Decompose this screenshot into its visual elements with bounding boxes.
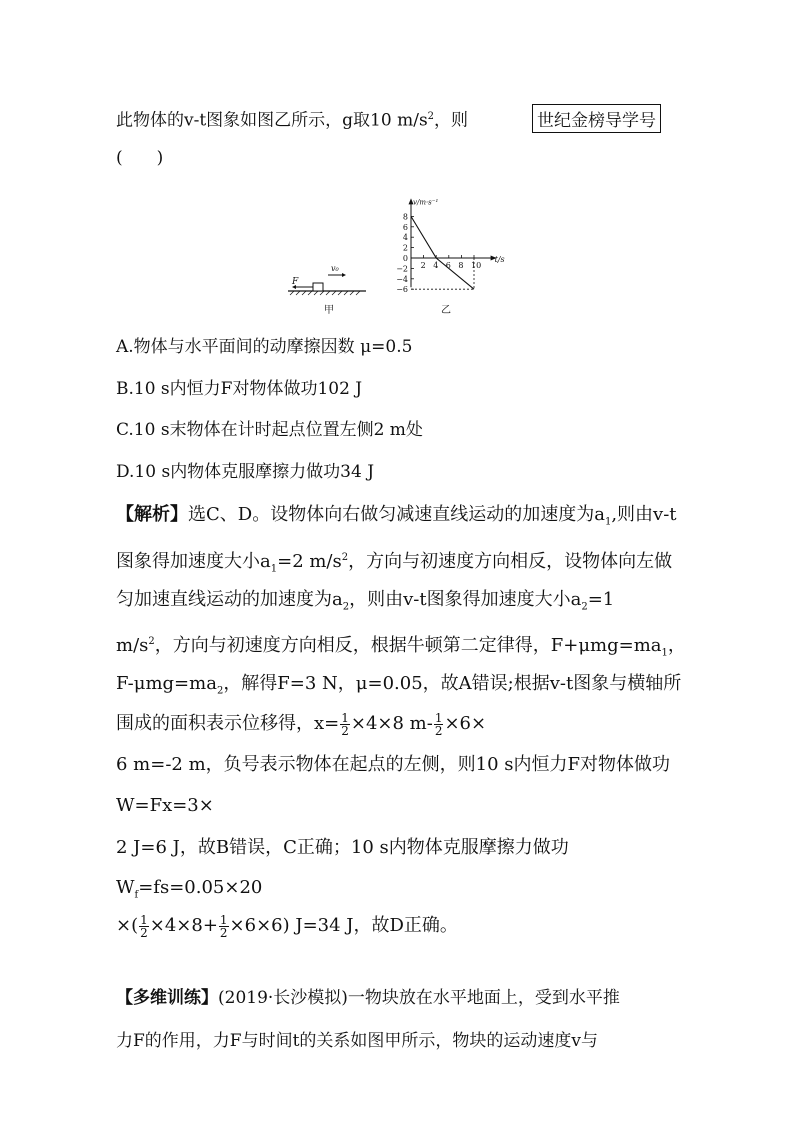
option-c: C.10 s末物体在计时起点位置左侧2 m处 [116, 420, 423, 440]
x-tick-label: 8 [458, 261, 464, 270]
fraction: $\frac{1}{2}$ [434, 710, 443, 738]
y-tick-label: 0 [402, 254, 408, 263]
analysis-line-11: ×( $\frac{1}{2}$ ×4×8+ $\frac{1}{2}$ ×6×6) J=34 J，故D正确。 [116, 912, 458, 940]
y-axis-label: v/m·s⁻¹ [413, 198, 439, 207]
tag-box: 世纪金榜导学号 [532, 104, 661, 133]
yi-label: 乙 [441, 305, 451, 316]
analysis-line-9: 2 J=6 J，故B错误，C正确；10 s内物体克服摩擦力做功 [116, 837, 569, 858]
force-label: F [292, 277, 299, 287]
y-tick-label: 2 [402, 243, 408, 253]
y-tick-label: −4 [396, 274, 408, 284]
analysis-line-8: W=Fx=3× [116, 795, 214, 816]
analysis-line-5: $F-\mu mg=ma_2$，解得F=3 N，μ=0.05，故A错误;根据v-t图象与横轴所 [116, 673, 682, 697]
option-a: A.物体与水平面间的动摩擦因数 μ=0.5 [116, 337, 413, 357]
paren-blank: ( ) [116, 148, 164, 168]
x-tick-label: 4 [433, 261, 439, 270]
y-tick-label: 6 [402, 222, 408, 232]
intro-line: 此物体的v-t图象如图乙所示，g取10 $m/s^2$，则 [116, 110, 469, 131]
v0-label: v₀ [331, 264, 339, 273]
y-tick-label: 4 [402, 233, 408, 243]
physics-figure [280, 180, 510, 320]
x-tick-label: 10 [471, 261, 482, 270]
analysis-line-3: 匀加速直线运动的加速度为$a_2$，则由v-t图象得加速度大小$a_2=1$ [116, 589, 615, 613]
analysis-line-1: 【解析】选C、D。设物体向右做匀减速直线运动的加速度为$a_1$,则由v-t [116, 504, 677, 528]
option-b: B.10 s内恒力F对物体做功102 J [116, 379, 363, 399]
figure-jia [288, 264, 366, 316]
x-tick-label: 6 [445, 261, 451, 270]
analysis-line-7: 6 m=-2 m，负号表示物体在起点的左侧，则10 s内恒力F对物体做功 [116, 754, 670, 775]
fraction: $\frac{1}{2}$ [140, 912, 148, 940]
fraction: $\frac{1}{2}$ [219, 912, 228, 940]
analysis-line-10: $W_f=fs=0.05\times 20$ [116, 877, 263, 901]
analysis-line-2: 图象得加速度大小$a_1=2$ $m/s^2$，方向与初速度方向相反，设物体向左做 [116, 551, 673, 575]
fraction: $\frac{1}{2}$ [341, 710, 349, 738]
x-axis-label: t/s [494, 255, 505, 264]
option-d: D.10 s内物体克服摩擦力做功34 J [116, 462, 375, 482]
x-tick-label: 2 [420, 261, 426, 270]
vt-chart [396, 198, 504, 316]
training-line-1: 【多维训练】(2019·长沙模拟)一物块放在水平地面上，受到水平推 [116, 988, 620, 1008]
y-tick-label: 8 [402, 212, 408, 222]
analysis-line-6: 围成的面积表示位移得，x= $\frac{1}{2}$ ×4×8 m- $\frac{1}{2}$ ×6× [116, 710, 487, 738]
series-line [411, 216, 474, 289]
training-line-2: 力F的作用，力F与时间t的关系如图甲所示，物块的运动速度v与 [116, 1031, 599, 1051]
jia-label: 甲 [324, 305, 334, 316]
y-tick-label: −2 [396, 264, 408, 274]
analysis-line-4: $m/s^2$，方向与初速度方向相反，根据牛顿第二定律得，$F+\mu mg=ma_1$， [116, 635, 686, 659]
y-tick-label: −6 [396, 285, 408, 295]
